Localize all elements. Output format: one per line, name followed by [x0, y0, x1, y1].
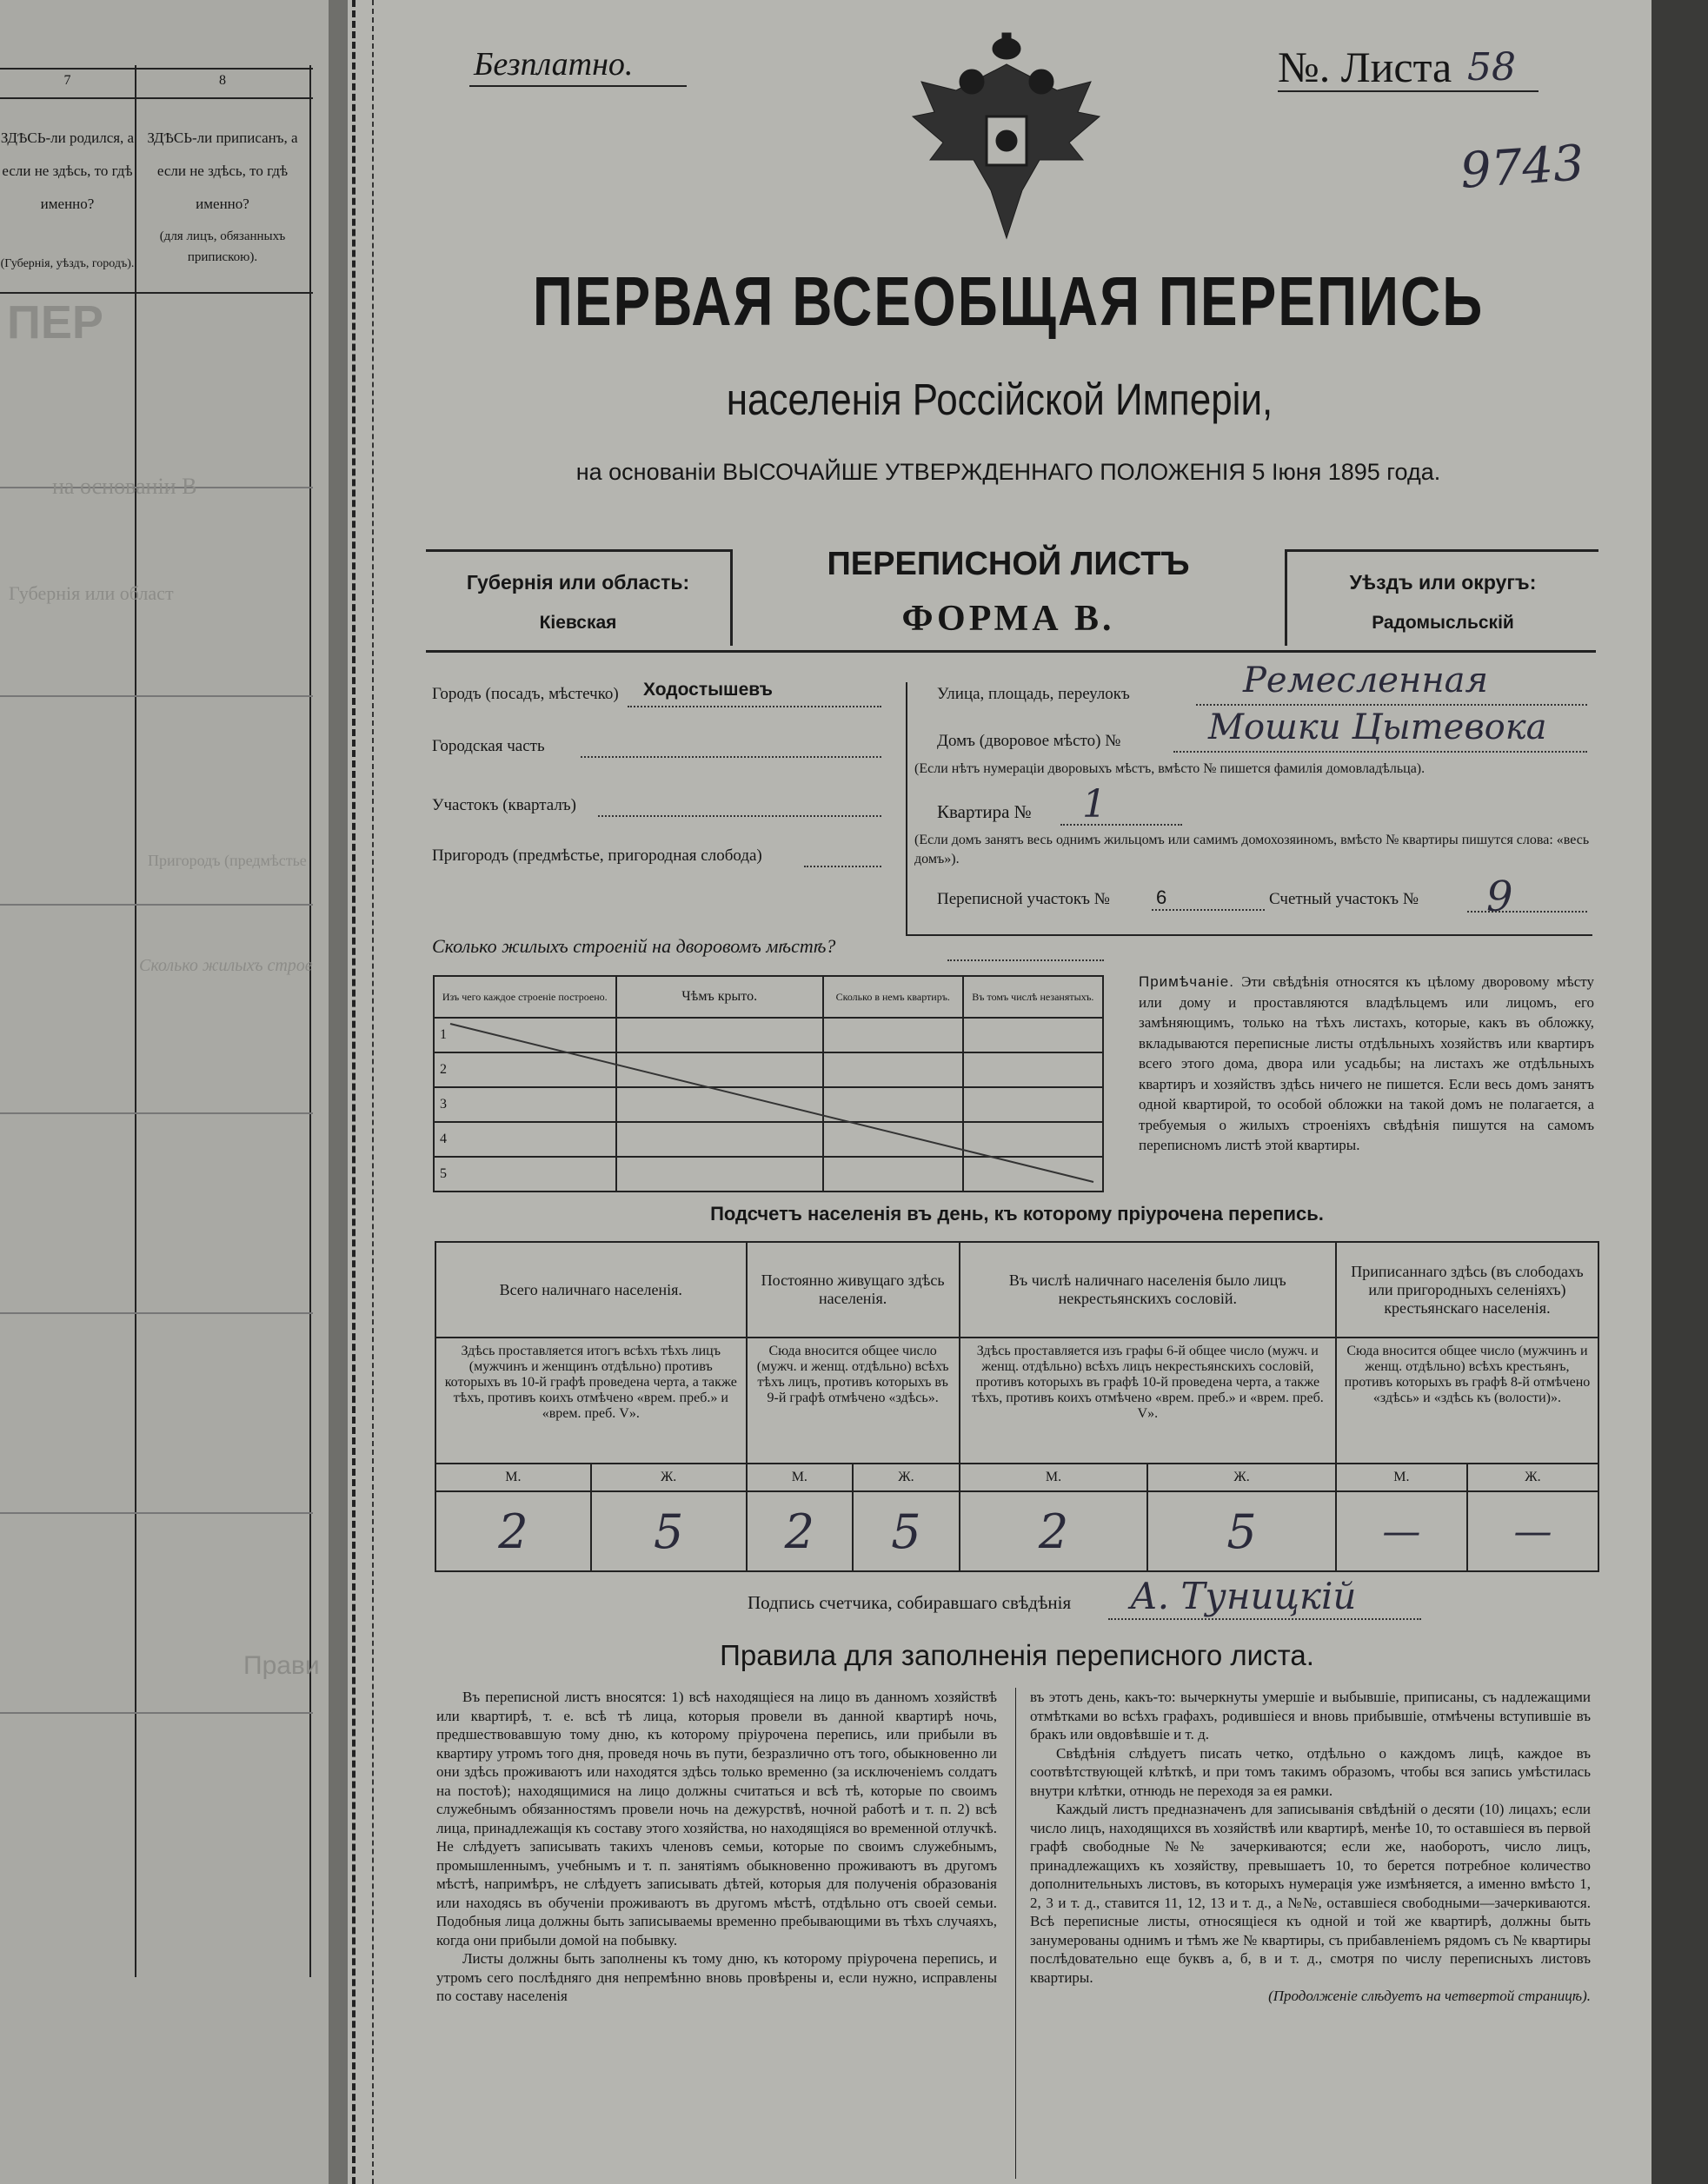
form-title: ПЕРЕПИСНОЙ ЛИСТЪ: [827, 546, 1190, 582]
house-value: Мошки Цытевока: [1208, 707, 1547, 747]
show-through-suburb: Пригородъ (предмѣстье: [148, 852, 307, 869]
census-title: ПЕРВАЯ ВСЕОБЩАЯ ПЕРЕПИСЬ: [532, 262, 1485, 341]
district-label: Участокъ (кварталъ): [432, 796, 576, 814]
note-block: [1139, 972, 1594, 1156]
buildings-row: 2: [434, 1052, 1103, 1087]
pop-col4-m-label: М.: [1336, 1464, 1467, 1491]
basis-line: на основаніи ВЫСОЧАЙШЕ УТВЕРЖДЕННАГО ПОЛОЖЕНІЯ 5 Іюня 1895 года.: [575, 459, 1441, 485]
pop-col3-m-value: 2: [960, 1491, 1148, 1571]
apartment-label: Квартира №: [937, 801, 1032, 822]
column-7-header: ЗДѢСЬ-ли родился, а если не здѣсь, то гдѣ именно?: [0, 129, 135, 212]
census-section-label: Переписной участокъ №: [937, 890, 1110, 908]
population-title: Подсчетъ населенія въ день, къ которому пріурочена перепись.: [710, 1203, 1324, 1225]
pop-col3-f-value: 5: [1147, 1491, 1336, 1571]
signature-value: А. Туницкій: [1130, 1575, 1357, 1617]
free-label: Безплатно.: [474, 46, 634, 83]
pop-col3-desc: Здѣсь проставляется изъ графы 6-й общее число (мужч. и женщ. отдѣльно) всѣхъ лицъ некрестьянскихъ сословій, противъ которыхъ въ графѣ 10-й проведена черта, а также тѣхъ, противъ коихъ отмѣчено «врем. преб.» и «врем. преб. V».: [960, 1338, 1336, 1464]
buildings-col-material: Изъ чего каждое строеніе построено.: [434, 976, 616, 1018]
pop-col3-f-label: Ж.: [1147, 1464, 1336, 1491]
pop-col1-m-label: М.: [435, 1464, 591, 1491]
buildings-row: 5: [434, 1157, 1103, 1192]
pop-col3-head: Въ числѣ наличнаго населенія было лицъ некрестьянскихъ сословій.: [960, 1242, 1336, 1338]
buildings-row: 4: [434, 1122, 1103, 1157]
gubernia-label: Губернія или область:: [466, 571, 690, 594]
rules-left-paragraph-2: Листы должны быть заполнены къ тому дню, къ которому пріурочена перепись, и утромъ сего послѣдняго дня непремѣнно вновь провѣрены и, если нужно, исправлены по составу населенія: [436, 1950, 997, 2004]
pop-col1-head: Всего наличнаго населенія.: [435, 1242, 747, 1338]
uezd-label: Уѣздъ или округъ:: [1349, 571, 1537, 594]
pop-col1-m-value: 2: [435, 1491, 591, 1571]
count-section-label: Счетный участокъ №: [1269, 890, 1419, 908]
apartment-value: 1: [1082, 782, 1107, 826]
rules-left-column: [436, 1688, 997, 2006]
rules-right-column: [1030, 1688, 1591, 2006]
street-label: Улица, площадь, переулокъ: [937, 685, 1130, 703]
pop-col2-f-label: Ж.: [853, 1464, 960, 1491]
show-through-basis: на основаніи В: [52, 474, 197, 499]
city-part-label: Городская часть: [432, 737, 545, 755]
city-value: Ходостышевъ: [643, 680, 773, 700]
column-8-note: (для лицъ, обязанныхъ припискою).: [159, 229, 286, 264]
census-section-value: 6: [1156, 886, 1167, 908]
suburb-label: Пригородъ (предмѣстье, пригородная слобода): [432, 846, 762, 865]
buildings-row: 3: [434, 1087, 1103, 1122]
column-7-note: (Губернія, уѣздъ, городъ).: [0, 257, 135, 270]
rules-title: Правила для заполненія переписного листа.: [720, 1639, 1314, 1671]
rules-right-paragraph-2: Свѣдѣнія слѣдуетъ писать четко, отдѣльно о каждомъ лицѣ, каждое въ соотвѣтствующей клѣткѣ, и при томъ такимъ образомъ, чтобы вся запись умѣстилась внутри клѣтки, отнюдь не переходя за ея рамки.: [1030, 1744, 1591, 1799]
pop-col2-head: Постоянно живущаго здѣсь населенія.: [747, 1242, 960, 1338]
show-through-buildings: Сколько жилыхъ строе: [139, 956, 313, 975]
note-text: Эти свѣдѣнія относятся къ цѣлому дворовому мѣсту или дому и проставляются владѣльцемъ или лицомъ, его замѣняющимъ, только на тѣхъ листахъ, которые, какъ въ обложку, вкладываются переписные листы отдѣльныхъ хозяйствъ или квартиръ всего этого дома, двора или усадьбы; на листахъ же отдѣльныхъ квартиръ и хозяйствъ здѣсь ничего не пишется. Если весь домъ занятъ одной квартирой, то особой обложки на такой домъ не полагается, а требуемыя о жилыхъ строеніяхъ свѣдѣнія пишутся на самомъ переписномъ листѣ этой квартиры.: [1139, 973, 1594, 1153]
pop-col2-f-value: 5: [853, 1491, 960, 1571]
sheet-number-label: №. Листа: [1278, 43, 1452, 91]
column-8-number: 8: [219, 73, 226, 88]
pop-col4-f-value: —: [1467, 1491, 1598, 1571]
show-through-title: ПЕР: [7, 296, 103, 349]
form-letter: ФОРМА В.: [901, 599, 1115, 639]
uezd-value: Радомысльскій: [1372, 613, 1514, 633]
signature-label: Подпись счетчика, собиравшаго свѣдѣнія: [748, 1592, 1072, 1613]
pop-col1-f-label: Ж.: [591, 1464, 747, 1491]
imperial-eagle-emblem: [904, 30, 1108, 247]
street-value: Ремесленная: [1243, 661, 1488, 700]
column-7-number: 7: [63, 73, 71, 88]
column-8-header: ЗДѢСЬ-ли приписанъ, а если не здѣсь, то гдѣ именно?: [147, 129, 298, 212]
pop-col4-desc: Сюда вносится общее число (мужчинъ и женщ. отдѣльно) всѣхъ крестьянъ, противъ которыхъ въ графѣ 8-й отмѣчено «здѣсь» и «здѣсь къ (волости)».: [1336, 1338, 1598, 1464]
pop-col4-m-value: —: [1336, 1491, 1467, 1571]
gubernia-box: [426, 549, 733, 646]
pop-col4-f-label: Ж.: [1467, 1464, 1598, 1491]
buildings-col-uninhabited: Въ томъ числѣ незанятыхъ.: [963, 976, 1103, 1018]
binding-strip: [329, 0, 348, 2184]
rules-right-paragraph-1: въ этотъ день, какъ-то: вычеркнуты умершіе и выбывшіе, приписаны, съ надлежащими отмѣтками во всѣхъ графахъ, родившіеся и вновь прибывшіе, отмѣчены вступившіе въ бракъ или овдовѣвшіе и т. д.: [1030, 1689, 1591, 1743]
apartment-note: (Если домъ занятъ весь однимъ жильцомъ или самимъ домохозяиномъ, вмѣсто № квартиры пишутся слова: «весь домъ»).: [914, 833, 1590, 866]
sheet-number-value: 58: [1467, 45, 1516, 90]
pop-col2-m-value: 2: [747, 1491, 854, 1571]
uezd-box: [1285, 549, 1598, 646]
city-label: Городъ (посадъ, мѣстечко): [432, 685, 619, 703]
show-through-rules: Прави: [243, 1651, 320, 1680]
rules-left-paragraph-1: Въ переписной листъ вносятся: 1) всѣ находящіеся на лицо въ данномъ хозяйствѣ или квартирѣ, т. е. всѣ тѣ лица, которыя провели въ данной квартирѣ ночь, предшествовавшую тому дню, къ которому пріурочена перепись, или прибыли въ квартиру утромъ того дня, проведя ночь въ пути, безразлично отъ того, обыкновенно ли они здѣсь проживаютъ или находятся здѣсь только временно (за исключеніемъ солдатъ на постоѣ); находящимися на лицо должны считаться и всѣ тѣ, которые по своимъ служебнымъ обязанностямъ провели ночь на дежурствѣ, ночной работѣ и т. п. 2) всѣ лица, принадлежащія къ составу этого хозяйства, но находящіяся во временной отлучкѣ. Не слѣдуетъ записывать такихъ членовъ семьи, которые по своимъ служебнымъ, промышленнымъ, учебнымъ и т. п. занятіямъ обыкновенно проживаютъ въ другомъ мѣстѣ, напримѣръ, не слѣдуетъ записывать дѣтей, которыя для полученія образованія или находясь въ обученіи проживаютъ въ другомъ мѣстѣ, отдѣльно отъ своей семьи. Подобныя лица должны быть записываемы временно пребывающими въ тѣхъ случаяхъ, когда они прибыли домой на побывку.: [436, 1689, 997, 1948]
pop-col1-f-value: 5: [591, 1491, 747, 1571]
buildings-question: Сколько жилыхъ строеній на дворовомъ мѣстѣ?: [432, 935, 836, 957]
show-through-gubernia: Губернія или област: [9, 582, 174, 604]
pop-col4-head: Приписаннаго здѣсь (въ слободахъ или пригородныхъ селеніяхъ) крестьянскаго населенія.: [1336, 1242, 1598, 1338]
pop-col3-m-label: М.: [960, 1464, 1148, 1491]
buildings-col-roof: Чѣмъ крыто.: [616, 976, 823, 1018]
buildings-row: 1: [434, 1018, 1103, 1052]
left-page-content: [0, 0, 329, 2184]
perforation-line-secondary: [372, 0, 374, 2184]
perforation-line: [352, 0, 356, 2184]
house-note: (Если нѣтъ нумераціи дворовыхъ мѣстъ, вмѣсто № пишется фамилія домовладѣльца).: [914, 761, 1426, 776]
right-margin: [1652, 0, 1708, 2184]
count-section-value: 9: [1486, 873, 1513, 921]
population-table: [435, 1241, 1599, 1572]
census-subtitle: населенія Россійской Имперіи,: [726, 375, 1273, 425]
pop-col2-m-label: М.: [747, 1464, 854, 1491]
pop-col2-desc: Сюда вносится общее число (мужч. и женщ. отдѣльно) всѣхъ тѣхъ лицъ, противъ которыхъ въ 9-й графѣ отмѣчено «здѣсь».: [747, 1338, 960, 1464]
note-label: Примѣчаніе.: [1139, 973, 1234, 990]
gubernia-value: Кіевская: [539, 613, 617, 633]
rules-continued-note: (Продолженіе слѣдуетъ на четвертой страницѣ).: [1268, 1988, 1591, 2004]
buildings-col-apartments: Сколько в немъ квартиръ.: [823, 976, 963, 1018]
house-label: Домъ (дворовое мѣсто) №: [937, 732, 1121, 750]
archive-number: 9743: [1458, 135, 1586, 200]
buildings-cross-out-line: [433, 1017, 1104, 1191]
pop-col1-desc: Здѣсь проставляется итогъ всѣхъ тѣхъ лицъ (мужчинъ и женщинъ отдѣльно) противъ которыхъ въ 10-й графѣ проведена черта, а также тѣхъ, противъ коихъ отмѣчено «врем. преб.» и «врем. преб. V».: [435, 1338, 747, 1464]
rules-right-paragraph-3: Каждый листъ предназначенъ для записыванія свѣдѣній о десяти (10) лицахъ; если число лицъ, находящихся въ хозяйствѣ или квартирѣ, менѣе 10, то оставшіеся въ первой графѣ свободные №№ зачеркиваются; если же, наоборотъ, число лицъ, принадлежащихъ къ хозяйству, превышаетъ 10, то берется потребное количество дополнительныхъ листовъ, въ которыхъ нумерація уже измѣняется, а именно вмѣсто 1, 2, 3 и т. д., ставится 11, 12, 13 и т. д., а №№, оставшіеся свободными—зачеркиваются. Всѣ переписные листы, относящіеся къ одной и той же квартирѣ, должны быть занумерованы однимъ и тѣмъ же № квартиры, съ прибавленіемъ рядомъ съ № квартиры послѣдовательно еще буквъ а, б, в и т. д., смотря по числу переписныхъ листовъ квартиры.: [1030, 1801, 1591, 1986]
